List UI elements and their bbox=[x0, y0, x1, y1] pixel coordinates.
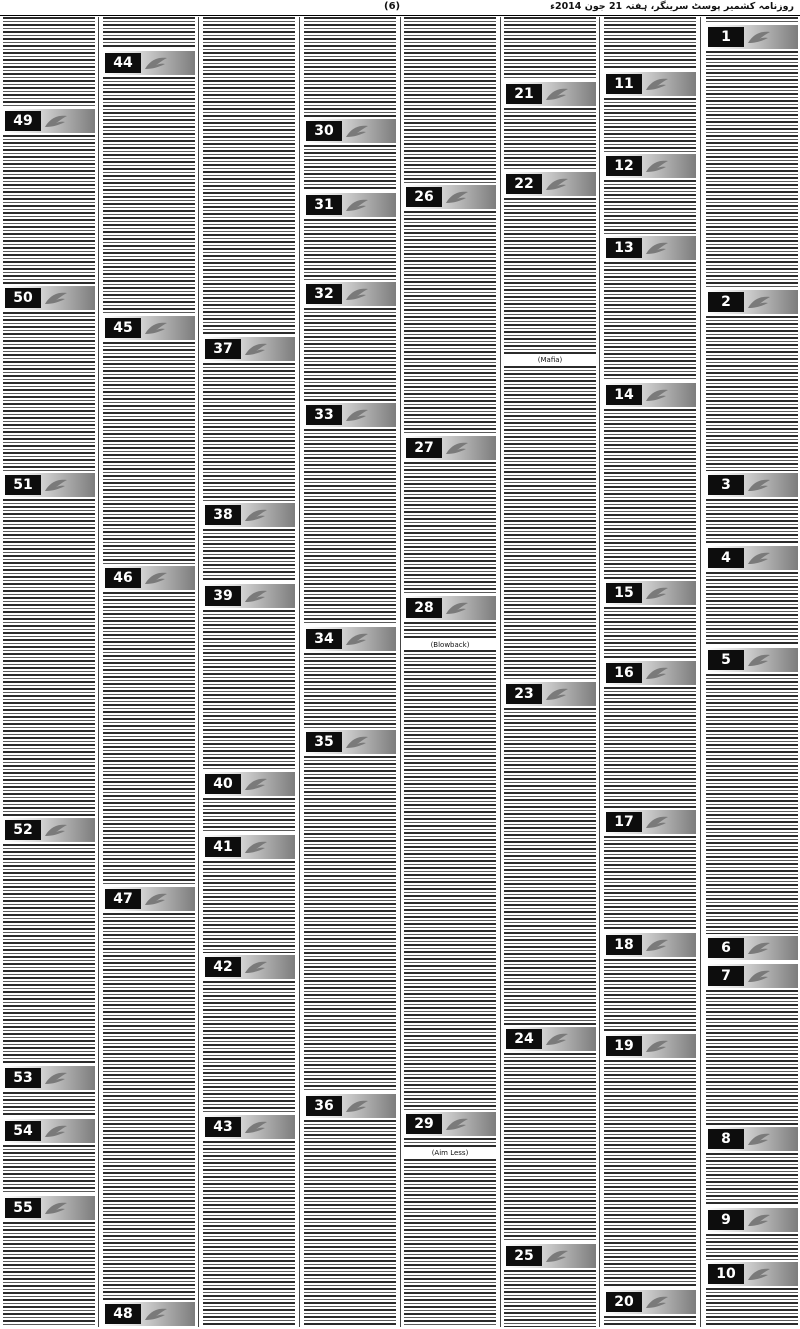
article-number: 17 bbox=[606, 812, 642, 832]
article-body-text bbox=[304, 1120, 396, 1327]
article-body-text bbox=[103, 592, 195, 885]
article-number: 44 bbox=[105, 53, 141, 73]
article-number: 13 bbox=[606, 238, 642, 258]
article-header bbox=[103, 51, 195, 75]
article-number: 38 bbox=[205, 505, 241, 525]
article-number: 21 bbox=[506, 84, 542, 104]
article-header bbox=[103, 316, 195, 340]
leaf-ornament-icon bbox=[644, 1038, 670, 1054]
article-number: 18 bbox=[606, 935, 642, 955]
article-body-text bbox=[706, 572, 798, 646]
leaf-ornament-icon bbox=[444, 1116, 470, 1132]
article-header bbox=[604, 154, 696, 178]
article-number: 31 bbox=[306, 195, 342, 215]
leaf-ornament-icon bbox=[746, 294, 772, 310]
article-header bbox=[304, 403, 396, 427]
article-body-text bbox=[203, 798, 295, 833]
article-body-text bbox=[604, 1316, 696, 1327]
article-body-text bbox=[404, 462, 496, 594]
article-number: 52 bbox=[5, 820, 41, 840]
article-number: 34 bbox=[306, 629, 342, 649]
article-header bbox=[3, 1066, 95, 1090]
leaf-ornament-icon bbox=[746, 940, 772, 956]
inline-term: (Blowback) bbox=[404, 640, 496, 650]
text-column bbox=[202, 17, 296, 1327]
leaf-ornament-icon bbox=[344, 734, 370, 750]
leaf-ornament-icon bbox=[243, 839, 269, 855]
article-number: 7 bbox=[708, 966, 744, 986]
article-body-text bbox=[604, 17, 696, 70]
column-rule bbox=[299, 17, 300, 1327]
article-body-text bbox=[604, 180, 696, 234]
text-column bbox=[705, 17, 799, 1327]
article-body-text bbox=[706, 17, 798, 23]
article-number: 2 bbox=[708, 292, 744, 312]
article-header bbox=[706, 1127, 798, 1151]
column-rule bbox=[98, 17, 99, 1327]
leaf-ornament-icon bbox=[43, 477, 69, 493]
article-header bbox=[3, 1119, 95, 1143]
text-column bbox=[102, 17, 196, 1327]
article-header bbox=[706, 648, 798, 672]
text-column bbox=[603, 17, 697, 1327]
leaf-ornament-icon bbox=[43, 1200, 69, 1216]
article-body-text bbox=[706, 990, 798, 1125]
article-header bbox=[304, 1094, 396, 1118]
article-body-text bbox=[706, 499, 798, 544]
article-number: 24 bbox=[506, 1029, 542, 1049]
leaf-ornament-icon bbox=[544, 86, 570, 102]
leaf-ornament-icon bbox=[43, 822, 69, 838]
article-number: 43 bbox=[205, 1117, 241, 1137]
leaf-ornament-icon bbox=[143, 55, 169, 71]
article-number: 49 bbox=[5, 111, 41, 131]
leaf-ornament-icon bbox=[344, 197, 370, 213]
article-body-text bbox=[3, 1222, 95, 1327]
leaf-ornament-icon bbox=[746, 1266, 772, 1282]
article-number: 8 bbox=[708, 1129, 744, 1149]
article-number: 5 bbox=[708, 650, 744, 670]
article-body-text bbox=[604, 1060, 696, 1288]
article-body-text bbox=[103, 342, 195, 564]
article-body-text bbox=[3, 499, 95, 816]
article-number: 55 bbox=[5, 1198, 41, 1218]
article-body-text bbox=[304, 653, 396, 728]
article-body-text bbox=[304, 17, 396, 117]
article-header bbox=[203, 772, 295, 796]
article-header bbox=[304, 627, 396, 651]
article-body-text bbox=[706, 1288, 798, 1327]
article-header bbox=[103, 566, 195, 590]
article-number: 50 bbox=[5, 288, 41, 308]
article-number: 54 bbox=[5, 1121, 41, 1141]
article-body-text bbox=[103, 77, 195, 314]
leaf-ornament-icon bbox=[544, 686, 570, 702]
column-rule bbox=[599, 17, 600, 1327]
leaf-ornament-icon bbox=[644, 387, 670, 403]
article-header bbox=[304, 119, 396, 143]
leaf-ornament-icon bbox=[644, 937, 670, 953]
leaf-ornament-icon bbox=[544, 176, 570, 192]
article-body-text bbox=[604, 262, 696, 381]
article-header bbox=[706, 290, 798, 314]
leaf-ornament-icon bbox=[544, 1248, 570, 1264]
article-header bbox=[706, 936, 798, 960]
article-header bbox=[404, 185, 496, 209]
article-number: 6 bbox=[708, 938, 744, 958]
article-body-text bbox=[706, 316, 798, 471]
article-header bbox=[3, 1196, 95, 1220]
leaf-ornament-icon bbox=[143, 570, 169, 586]
article-header bbox=[404, 436, 496, 460]
article-number: 4 bbox=[708, 548, 744, 568]
article-body-text bbox=[504, 1053, 596, 1242]
article-number: 9 bbox=[708, 1210, 744, 1230]
article-header bbox=[3, 473, 95, 497]
article-header bbox=[203, 337, 295, 361]
article-header bbox=[504, 682, 596, 706]
article-body-text bbox=[404, 17, 496, 183]
article-body-text bbox=[203, 529, 295, 582]
leaf-ornament-icon bbox=[43, 1123, 69, 1139]
article-number: 12 bbox=[606, 156, 642, 176]
article-header bbox=[604, 383, 696, 407]
article-number: 19 bbox=[606, 1036, 642, 1056]
article-number: 1 bbox=[708, 27, 744, 47]
article-header bbox=[304, 282, 396, 306]
article-number: 40 bbox=[205, 774, 241, 794]
leaf-ornament-icon bbox=[344, 631, 370, 647]
article-body-text bbox=[203, 363, 295, 501]
article-number: 14 bbox=[606, 385, 642, 405]
article-number: 36 bbox=[306, 1096, 342, 1116]
inline-term: (Aim Less) bbox=[404, 1148, 496, 1158]
article-body-text bbox=[604, 607, 696, 659]
column-rule bbox=[700, 17, 701, 1327]
column-rule bbox=[500, 17, 501, 1327]
text-column bbox=[503, 17, 597, 1327]
article-header bbox=[504, 172, 596, 196]
leaf-ornament-icon bbox=[43, 113, 69, 129]
leaf-ornament-icon bbox=[344, 123, 370, 139]
leaf-ornament-icon bbox=[444, 440, 470, 456]
article-body-text bbox=[3, 17, 95, 107]
article-number: 22 bbox=[506, 174, 542, 194]
leaf-ornament-icon bbox=[746, 1212, 772, 1228]
leaf-ornament-icon bbox=[644, 158, 670, 174]
article-body-text bbox=[203, 17, 295, 335]
article-header bbox=[706, 1208, 798, 1232]
article-body-text bbox=[604, 959, 696, 1032]
article-body-text bbox=[203, 861, 295, 953]
article-body-text bbox=[706, 51, 798, 288]
article-body-text bbox=[604, 98, 696, 152]
leaf-ornament-icon bbox=[243, 959, 269, 975]
article-number: 45 bbox=[105, 318, 141, 338]
article-number: 15 bbox=[606, 583, 642, 603]
article-body-text bbox=[504, 108, 596, 170]
article-header bbox=[203, 584, 295, 608]
article-header bbox=[504, 1244, 596, 1268]
article-body-text bbox=[504, 17, 596, 80]
article-number: 39 bbox=[205, 586, 241, 606]
inline-term: (Mafia) bbox=[504, 355, 596, 365]
article-body-text bbox=[706, 1153, 798, 1206]
leaf-ornament-icon bbox=[644, 1294, 670, 1310]
article-body-text bbox=[304, 756, 396, 1092]
leaf-ornament-icon bbox=[243, 341, 269, 357]
article-header bbox=[706, 546, 798, 570]
article-header bbox=[604, 72, 696, 96]
article-number: 25 bbox=[506, 1246, 542, 1266]
leaf-ornament-icon bbox=[746, 29, 772, 45]
article-body-text bbox=[3, 1145, 95, 1194]
leaf-ornament-icon bbox=[243, 1119, 269, 1135]
leaf-ornament-icon bbox=[644, 585, 670, 601]
article-body-text bbox=[706, 1234, 798, 1260]
article-header bbox=[604, 810, 696, 834]
page-number: (6) bbox=[384, 1, 401, 12]
leaf-ornament-icon bbox=[746, 968, 772, 984]
article-body-text bbox=[3, 135, 95, 284]
leaf-ornament-icon bbox=[143, 1306, 169, 1322]
article-number: 20 bbox=[606, 1292, 642, 1312]
leaf-ornament-icon bbox=[746, 477, 772, 493]
text-column bbox=[403, 17, 497, 1327]
article-body-text bbox=[604, 409, 696, 579]
article-number: 51 bbox=[5, 475, 41, 495]
article-header bbox=[604, 1034, 696, 1058]
leaf-ornament-icon bbox=[746, 652, 772, 668]
article-body-text bbox=[404, 211, 496, 434]
article-body-text bbox=[3, 844, 95, 1064]
article-number: 30 bbox=[306, 121, 342, 141]
article-header bbox=[203, 503, 295, 527]
article-header bbox=[604, 933, 696, 957]
article-body-text bbox=[103, 17, 195, 49]
leaf-ornament-icon bbox=[344, 1098, 370, 1114]
article-number: 10 bbox=[708, 1264, 744, 1284]
leaf-ornament-icon bbox=[143, 891, 169, 907]
leaf-ornament-icon bbox=[644, 814, 670, 830]
article-body-text bbox=[304, 308, 396, 401]
article-header bbox=[604, 581, 696, 605]
column-rule bbox=[198, 17, 199, 1327]
article-header bbox=[604, 1290, 696, 1314]
article-header bbox=[103, 887, 195, 911]
article-header bbox=[504, 82, 596, 106]
article-number: 32 bbox=[306, 284, 342, 304]
article-header bbox=[404, 1112, 496, 1136]
article-header bbox=[706, 1262, 798, 1286]
article-header bbox=[304, 193, 396, 217]
article-number: 42 bbox=[205, 957, 241, 977]
article-header bbox=[404, 596, 496, 620]
leaf-ornament-icon bbox=[43, 290, 69, 306]
article-header bbox=[604, 661, 696, 685]
article-number: 27 bbox=[406, 438, 442, 458]
article-number: 48 bbox=[105, 1304, 141, 1324]
article-body-text bbox=[103, 913, 195, 1300]
article-number: 23 bbox=[506, 684, 542, 704]
article-body-text bbox=[504, 198, 596, 680]
article-body-text bbox=[304, 219, 396, 280]
article-body-text bbox=[604, 687, 696, 808]
leaf-ornament-icon bbox=[143, 320, 169, 336]
leaf-ornament-icon bbox=[43, 1070, 69, 1086]
leaf-ornament-icon bbox=[243, 776, 269, 792]
article-number: 16 bbox=[606, 663, 642, 683]
article-header bbox=[203, 835, 295, 859]
leaf-ornament-icon bbox=[644, 76, 670, 92]
article-number: 46 bbox=[105, 568, 141, 588]
leaf-ornament-icon bbox=[344, 286, 370, 302]
article-number: 29 bbox=[406, 1114, 442, 1134]
article-header bbox=[304, 730, 396, 754]
article-body-text bbox=[304, 145, 396, 191]
article-body-text bbox=[3, 312, 95, 471]
leaf-ornament-icon bbox=[746, 550, 772, 566]
article-body-text bbox=[203, 1141, 295, 1327]
leaf-ornament-icon bbox=[644, 665, 670, 681]
article-number: 33 bbox=[306, 405, 342, 425]
leaf-ornament-icon bbox=[746, 1131, 772, 1147]
article-header bbox=[604, 236, 696, 260]
article-number: 26 bbox=[406, 187, 442, 207]
article-number: 37 bbox=[205, 339, 241, 359]
article-header bbox=[706, 473, 798, 497]
article-body-text bbox=[504, 708, 596, 1025]
article-header bbox=[706, 25, 798, 49]
column-rule bbox=[400, 17, 401, 1327]
article-body-text bbox=[304, 429, 396, 625]
text-column bbox=[2, 17, 96, 1327]
article-body-text bbox=[404, 622, 496, 1110]
article-header bbox=[3, 286, 95, 310]
article-header bbox=[3, 109, 95, 133]
leaf-ornament-icon bbox=[444, 189, 470, 205]
article-number: 11 bbox=[606, 74, 642, 94]
article-header bbox=[203, 955, 295, 979]
leaf-ornament-icon bbox=[344, 407, 370, 423]
article-body-text bbox=[504, 1270, 596, 1327]
article-body-text bbox=[203, 981, 295, 1113]
article-body-text bbox=[203, 610, 295, 770]
article-number: 47 bbox=[105, 889, 141, 909]
article-header bbox=[504, 1027, 596, 1051]
leaf-ornament-icon bbox=[644, 240, 670, 256]
article-number: 3 bbox=[708, 475, 744, 495]
article-body-text bbox=[604, 836, 696, 931]
article-header bbox=[706, 964, 798, 988]
article-header bbox=[203, 1115, 295, 1139]
article-number: 35 bbox=[306, 732, 342, 752]
leaf-ornament-icon bbox=[243, 588, 269, 604]
article-number: 41 bbox=[205, 837, 241, 857]
leaf-ornament-icon bbox=[243, 507, 269, 523]
article-number: 28 bbox=[406, 598, 442, 618]
newspaper-dateline: روزنامہ کشمیر پوسٹ سرینگر، ہفتہ 21 جون 2014ء bbox=[550, 1, 794, 12]
text-column bbox=[303, 17, 397, 1327]
article-body-text bbox=[3, 1092, 95, 1117]
page-header bbox=[0, 0, 800, 16]
article-header bbox=[3, 818, 95, 842]
article-number: 53 bbox=[5, 1068, 41, 1088]
article-header bbox=[103, 1302, 195, 1326]
leaf-ornament-icon bbox=[544, 1031, 570, 1047]
article-body-text bbox=[706, 674, 798, 934]
article-body-text bbox=[404, 1138, 496, 1327]
leaf-ornament-icon bbox=[444, 600, 470, 616]
